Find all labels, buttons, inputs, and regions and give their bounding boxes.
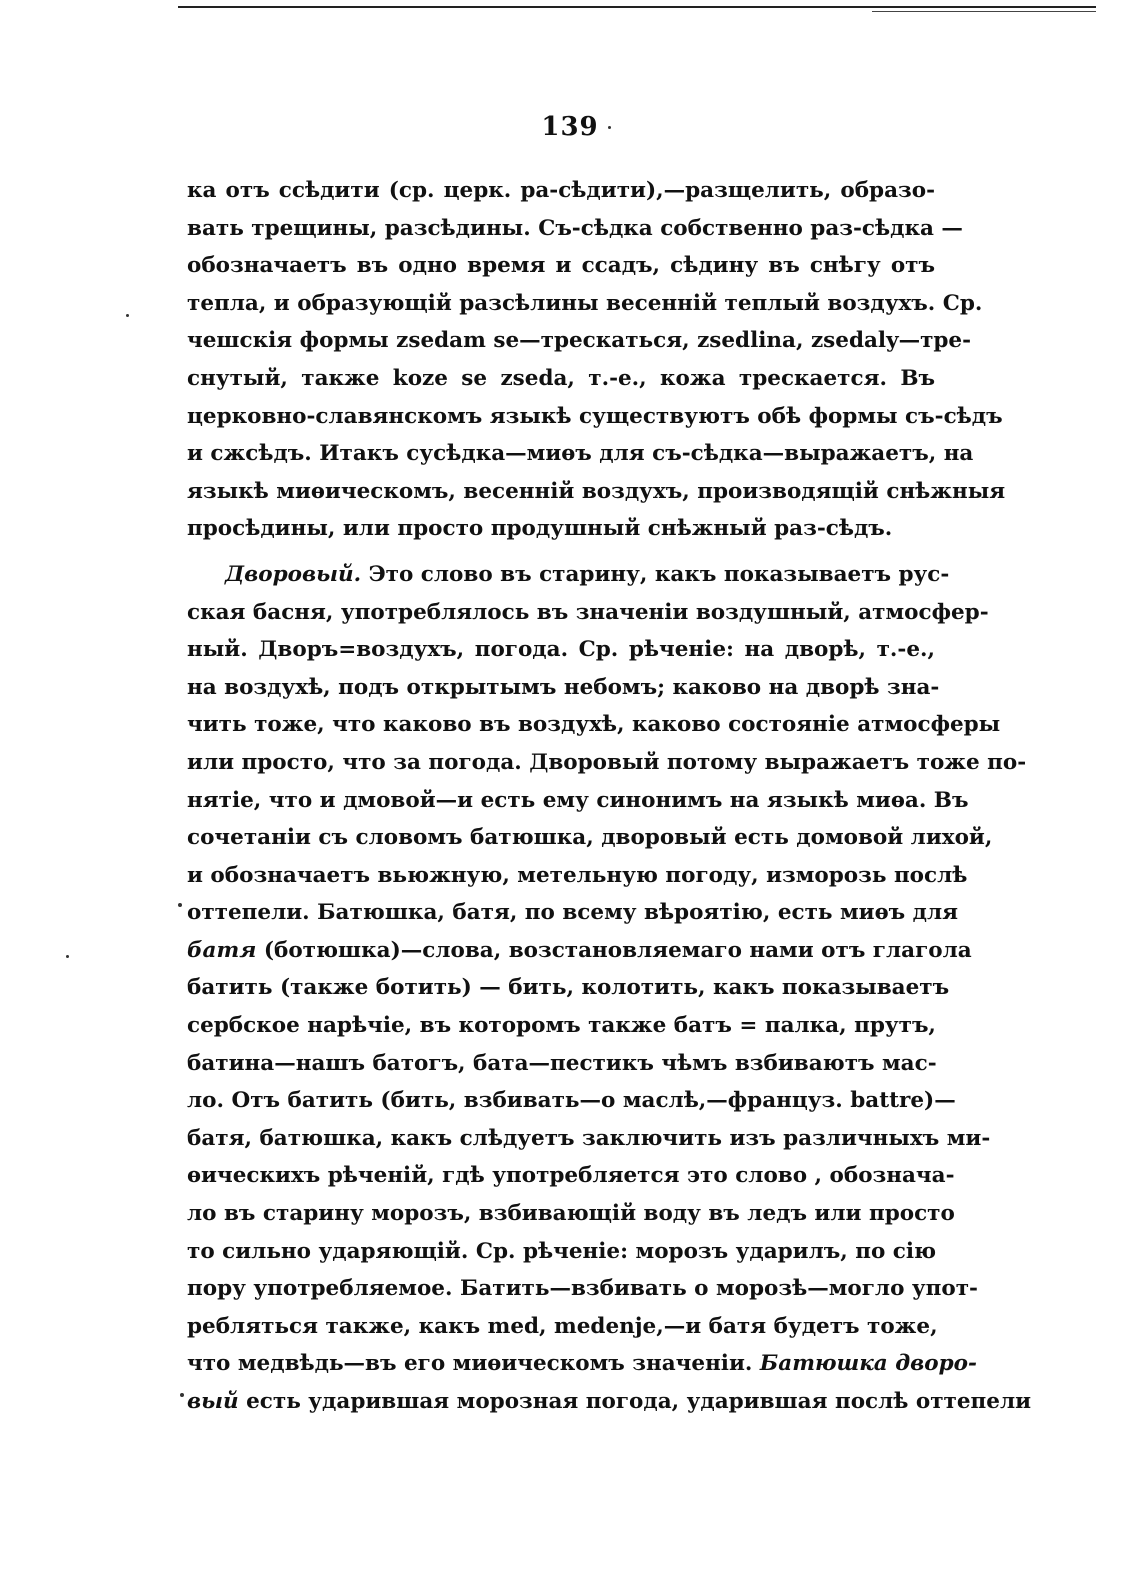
text-segment: ская басня, употреблялось въ значеніи воздушный, атмосфер- bbox=[187, 599, 989, 625]
text-line bbox=[187, 247, 935, 285]
text-line bbox=[187, 210, 963, 248]
italic-term: вый bbox=[187, 1389, 239, 1414]
text-segment: нятіе, что и дмовой—и есть ему синонимъ на языкѣ миѳа. Въ bbox=[187, 787, 969, 813]
text-segment: вать трещины, разсѣдины. Съ-сѣдка собственно раз-сѣдка — bbox=[187, 215, 963, 241]
text-line bbox=[187, 932, 972, 970]
text-line bbox=[187, 322, 972, 360]
text-segment: снутый, также koze se zseda, т.-е., кожа трескается. Въ bbox=[187, 365, 935, 391]
text-segment: языкѣ миѳическомъ, весенній воздухъ, производящій снѣжныя bbox=[187, 478, 1006, 504]
italic-term: Дворовый. bbox=[225, 561, 362, 587]
text-line bbox=[187, 1195, 955, 1233]
top-rule-short bbox=[872, 11, 1096, 12]
text-line bbox=[187, 782, 969, 820]
text-segment: батить (также ботить) — бить, колотить, какъ показываетъ bbox=[187, 975, 950, 1001]
text-segment: просѣдины, или просто продушный снѣжный раз-сѣдъ. bbox=[187, 516, 893, 542]
text-segment: чить тоже, что каково въ воздухѣ, каково состояніе атмосферы bbox=[187, 712, 1001, 738]
text-segment: ло. Отъ батить (бить, взбивать—о маслѣ,—француз. battre)— bbox=[187, 1088, 956, 1114]
text-line bbox=[187, 285, 983, 323]
text-segment: ка отъ ссѣдити (ср. церк. ра-сѣдити),—разщелить, образо- bbox=[187, 178, 935, 203]
text-segment: (ботюшка)—слова, возстановляемаго нами отъ глагола bbox=[256, 937, 972, 963]
scan-speck bbox=[180, 1393, 184, 1397]
text-segment: чешскія формы zsedam se—трескаться, zsedlina, zsedaly—тре- bbox=[187, 328, 972, 354]
text-segment: пору употребляемое. Батить—взбивать о морозѣ—могло упот- bbox=[187, 1276, 978, 1302]
text-line bbox=[187, 1345, 977, 1383]
scan-speck bbox=[126, 314, 129, 317]
text-segment: то сильно ударяющій. Ср. рѣченіе: морозъ ударилъ, по сію bbox=[187, 1238, 937, 1264]
text-segment: батина—нашъ батогъ, бата—пестикъ чѣмъ взбиваютъ мас- bbox=[187, 1050, 937, 1076]
text-segment: церковно-славянскомъ языкѣ существуютъ обѣ формы съ-сѣдъ bbox=[187, 403, 1003, 429]
text-line bbox=[187, 398, 1003, 436]
text-line bbox=[187, 1120, 991, 1158]
text-line bbox=[187, 1233, 935, 1271]
text-segment: что медвѣдь—въ его миѳическомъ значеніи. bbox=[187, 1351, 760, 1377]
text-segment: на воздухѣ, подъ открытымъ небомъ; каково на дворѣ зна- bbox=[187, 674, 940, 700]
text-line bbox=[187, 1308, 938, 1346]
text-segment: сочетаніи съ словомъ батюшка, дворовый есть домовой лихой, bbox=[187, 825, 993, 851]
text-line bbox=[187, 473, 1006, 511]
text-segment: ло въ старину морозъ, взбивающій воду въ ледъ или просто bbox=[187, 1201, 955, 1227]
text-line bbox=[187, 510, 935, 548]
italic-term: Батюшка дворо- bbox=[759, 1351, 977, 1377]
body-text bbox=[187, 172, 1032, 1421]
text-segment: есть ударившая морозная погода, ударившая послѣ оттепели bbox=[238, 1389, 1032, 1414]
text-line bbox=[187, 556, 950, 594]
text-segment: ѳическихъ рѣченій, гдѣ употребляется это слово , обознача- bbox=[187, 1163, 955, 1189]
text-line bbox=[187, 1007, 935, 1045]
text-segment: батя, батюшка, какъ слѣдуетъ заключить изъ различныхъ ми- bbox=[187, 1125, 991, 1151]
text-segment: и обозначаетъ вьюжную, метельную погоду, изморозь послѣ bbox=[187, 862, 968, 888]
text-line bbox=[187, 1082, 956, 1120]
text-line bbox=[187, 706, 1001, 744]
text-line bbox=[187, 172, 935, 210]
text-line bbox=[187, 1157, 955, 1195]
text-segment: или просто, что за погода. Дворовый потому выражаетъ тоже по- bbox=[187, 749, 1027, 775]
italic-term: батя bbox=[187, 937, 257, 963]
text-line bbox=[187, 744, 1027, 782]
page-number: 139 bbox=[541, 112, 599, 142]
text-line bbox=[187, 360, 935, 398]
text-segment: оттепели. Батюшка, батя, по всему вѣроятію, есть миѳъ для bbox=[187, 900, 958, 926]
text-line bbox=[187, 894, 958, 932]
scan-speck bbox=[608, 126, 611, 129]
text-segment: сербское нарѣчіе, въ которомъ также батъ = палка, прутъ, bbox=[187, 1013, 936, 1039]
scan-speck bbox=[66, 955, 69, 958]
text-line bbox=[187, 631, 935, 669]
text-line bbox=[187, 969, 950, 1007]
scan-speck bbox=[178, 903, 182, 907]
text-line bbox=[187, 1383, 1032, 1421]
text-line bbox=[187, 819, 993, 857]
text-line bbox=[187, 435, 974, 473]
text-line bbox=[187, 1270, 978, 1308]
text-line bbox=[187, 857, 968, 895]
text-segment: и сжсѣдъ. Итакъ сусѣдка—миѳъ для съ-сѣдка—выражаетъ, на bbox=[187, 441, 974, 467]
top-rule bbox=[178, 6, 1096, 8]
text-segment: ный. Дворъ=воздухъ, погода. Ср. рѣченіе: на дворѣ, т.-е., bbox=[187, 637, 935, 663]
text-segment: обозначаетъ въ одно время и ссадъ, сѣдину въ снѣгу отъ bbox=[187, 253, 935, 279]
text-segment: ребляться также, какъ med, medenje,—и батя будетъ тоже, bbox=[187, 1313, 938, 1339]
text-segment: Это слово въ старину, какъ показываетъ рус- bbox=[361, 561, 950, 587]
text-line bbox=[187, 669, 940, 707]
text-line bbox=[187, 594, 989, 632]
text-line bbox=[187, 1045, 935, 1083]
text-segment: тепла, и образующій разсѣлины весенній теплый воздухъ. Ср. bbox=[187, 290, 983, 316]
